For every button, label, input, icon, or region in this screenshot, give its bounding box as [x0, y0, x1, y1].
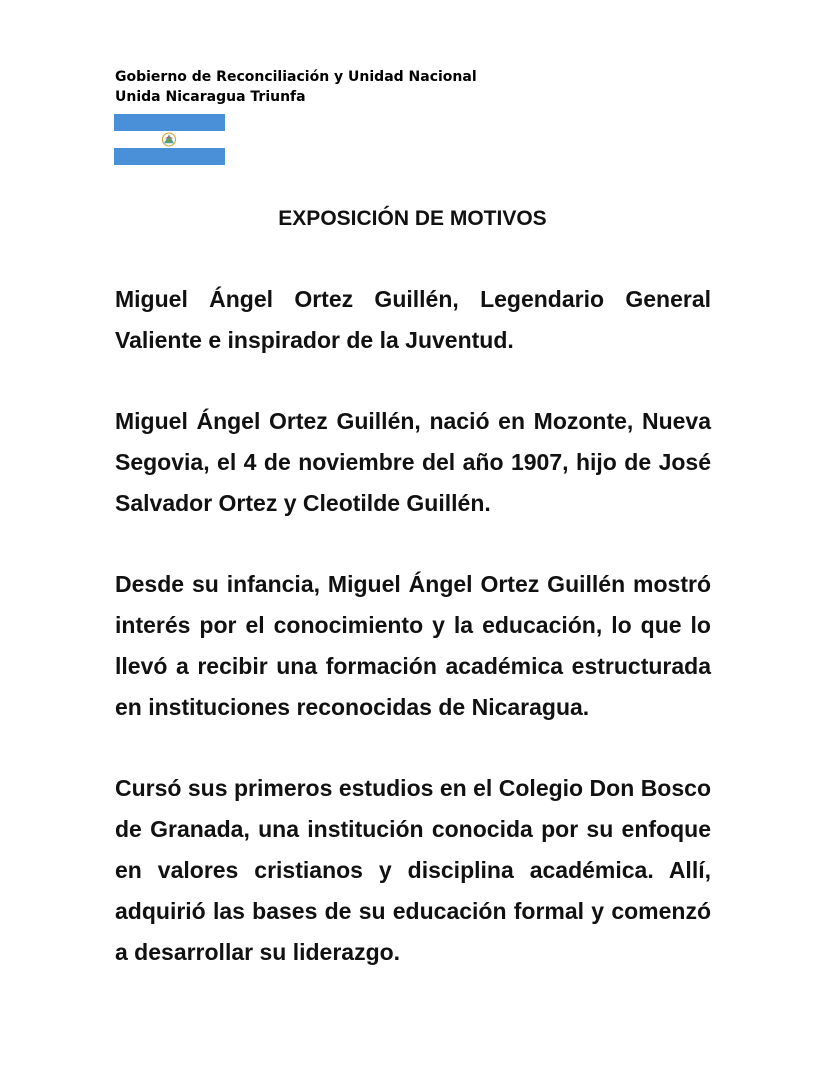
coat-of-arms-icon — [161, 132, 177, 147]
paragraph-childhood: Desde su infancia, Miguel Ángel Ortez Guillén mostró interés por el conocimiento y la educación, lo que lo llevó a recibir una formación académica estructurada en instituciones reconocidas de Nicaragua. — [115, 571, 711, 720]
paragraph-studies: Cursó sus primeros estudios en el Colegio Don Bosco de Granada, una institución conocida por su enfoque en valores cristianos y disciplina académica. Allí, adquirió las bases de su educación formal y comenzó a desarrollar su liderazgo. — [115, 775, 711, 965]
flag-middle-stripe — [114, 131, 225, 148]
paragraph-birth: Miguel Ángel Ortez Guillén, nació en Mozonte, Nueva Segovia, el 4 de noviembre del año 1907, hijo de José Salvador Ortez y Cleotilde Guillén. — [115, 408, 711, 516]
header-line-1: Gobierno de Reconciliación y Unidad Nacional — [115, 69, 477, 85]
document-body — [115, 279, 711, 1013]
government-header — [115, 67, 477, 107]
flag-top-stripe — [114, 114, 225, 131]
document-title: EXPOSICIÓN DE MOTIVOS — [278, 207, 547, 230]
flag-bottom-stripe — [114, 148, 225, 165]
paragraph-heading: Miguel Ángel Ortez Guillén, Legendario General Valiente e inspirador de la Juventud. — [115, 286, 711, 353]
header-line-2: Unida Nicaragua Triunfa — [115, 89, 306, 105]
nicaragua-flag — [114, 114, 225, 165]
